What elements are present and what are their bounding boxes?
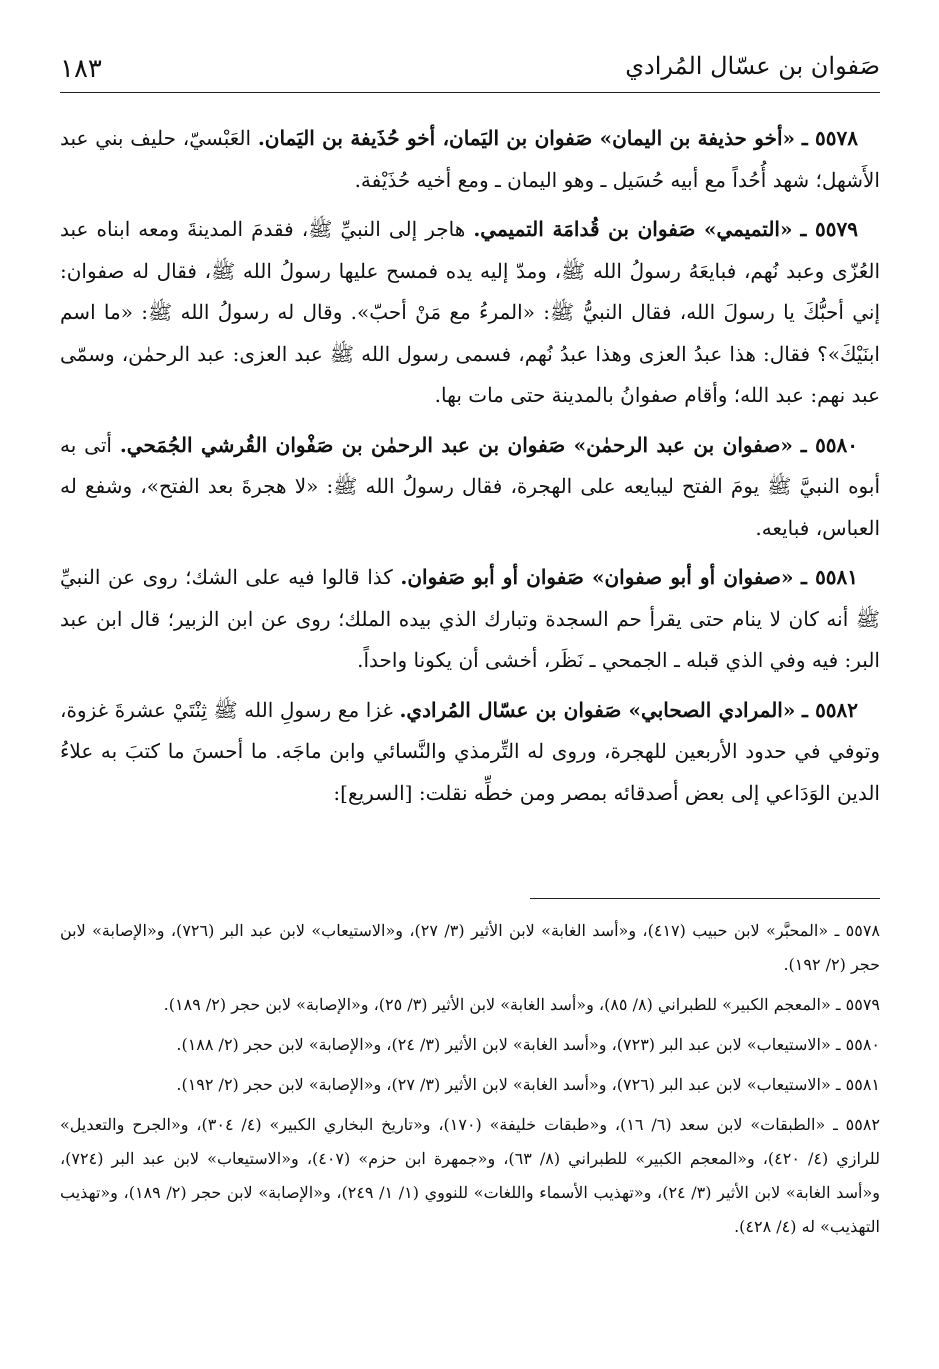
entry-text: العَبْسيّ، حليف بني عبد الأَشهل؛ شهد أُحُداً مع أبيه حُسَيل ـ وهو اليمان ـ ومع أخيه حُذَيْفة. — [60, 126, 880, 192]
page-number: ١٨٣ — [60, 54, 102, 84]
entry-heading: «صفوان بن عبد الرحمٰن» صَفوان بن عبد الرحمٰن بن صَفْوان القُرشي الجُمَحي. — [119, 432, 793, 457]
entry-text: غزا مع رسولِ الله ﷺ ثِنْتَيْ عشرةَ غزوة، وتوفي في حدود الأربعين للهجرة، وروى له التِّرمذي والنَّسائي وابن ماجَه. ما أحسنَ ما كتبَ به علاءُ الدين الوَدَاعي إلى بعض أصدقائه بمصر ومن خطِّه نقلت: [السريع]: — [60, 697, 880, 805]
footnote-divider — [530, 898, 880, 899]
footnote-number: ٥٥٨٢ ـ — [833, 1115, 881, 1134]
entry-5578 — [60, 118, 880, 201]
footnote-number: ٥٥٨١ ـ — [835, 1075, 880, 1094]
footnotes — [60, 914, 880, 1250]
footnote-5582 — [60, 1108, 880, 1244]
footnote-5581 — [60, 1068, 880, 1102]
entry-number: ٥٥٧٨ ـ — [801, 126, 859, 150]
running-title: صَفوان بن عسّال المُرادي — [625, 52, 880, 80]
entry-number: ٥٥٧٩ ـ — [800, 217, 859, 241]
footnote-number: ٥٥٧٩ ـ — [835, 995, 880, 1014]
main-text — [60, 118, 880, 822]
footnote-text: «المعجم الكبير» للطبراني (٨/ ٨٥)، و«أسد الغابة» لابن الأثير (٣/ ٢٥)، و«الإصابة» لابن حجر (٢/ ١٨٩). — [163, 995, 831, 1014]
footnote-text: «الاستيعاب» لابن عبد البر (٧٢٣)، و«أسد الغابة» لابن الأثير (٣/ ٢٤)، و«الإصابة» لابن حجر (٢/ ١٨٨). — [176, 1035, 831, 1054]
page-header — [60, 50, 880, 93]
entry-number: ٥٥٨٠ ـ — [800, 432, 859, 457]
entry-text: كذا قالوا فيه على الشك؛ روى عن النبيِّ ﷺ أنه كان لا ينام حتى يقرأ حم السجدة وتبارك الذي بيده الملك؛ روى عن ابن الزبير؛ قال ابن عبد البر: فيه وفي الذي قبله ـ الجمحي ـ نَظَر، أخشى أن يكونا واحداً. — [60, 565, 880, 672]
entry-5579 — [60, 209, 880, 417]
entry-5580 — [60, 425, 880, 550]
book-page — [60, 50, 880, 1350]
footnote-5578 — [60, 914, 880, 982]
entry-number: ٥٥٨١ ـ — [801, 565, 859, 589]
entry-text: هاجر إلى النبيِّ ﷺ، فقدمَ المدينةَ ومعه ابناه عبد العُزّى وعبد نُهم، فبايعَهُ رسولُ الله ﷺ، ومدّ إليه يده فمسح عليها رسولُ الله ﷺ، فقال له صفوان: إني أحبُّكَ يا رسولَ الله، فقال النبيُّ ﷺ: «المرءُ مع مَنْ أحبّ». وقال له رسولُ الله ﷺ: «ما اسم ابنَيْكَ»؟ فقال: هذا عبدُ العزى وهذا عبدُ نُهم، فسمى رسول الله ﷺ عبد العزى: عبد الرحمٰن، وسمّى عبد نهم: عبد الله؛ وأقام صفوانُ بالمدينة حتى مات بها. — [60, 217, 880, 407]
entry-heading: «أخو حذيفة بن اليمان» صَفوان بن اليَمان، أخو حُذَيفة بن اليَمان. — [257, 126, 796, 150]
footnote-number: ٥٥٧٨ ـ — [834, 921, 881, 940]
entry-heading: «صفوان أو أبو صفوان» صَفوان أو أبو صَفوان. — [400, 565, 794, 589]
footnote-5580 — [60, 1028, 880, 1062]
entry-5582 — [60, 690, 880, 815]
entry-5581 — [60, 557, 880, 682]
entry-heading: «المرادي الصحابي» صَفوان بن عسّال المُرادي. — [399, 697, 796, 722]
footnote-text: «المحبَّر» لابن حبيب (٤١٧)، و«أسد الغابة» لابن الأثير (٣/ ٢٧)، و«الاستيعاب» لابن عبد البر (٧٢٦)، و«الإصابة» لابن حجر (٢/ ١٩٢). — [60, 921, 880, 974]
entry-heading: «التميمي» صَفوان بن قُدامَة التميمي. — [473, 217, 793, 241]
footnote-number: ٥٥٨٠ ـ — [835, 1035, 880, 1054]
entry-number: ٥٥٨٢ ـ — [801, 697, 859, 722]
entry-text: أتى به أبوه النبيَّ ﷺ يومَ الفتح ليبايعه على الهجرة، فقال رسولُ الله ﷺ: «لا هجرةَ بعد الفتح»، وشفع له العباس، فبايعه. — [60, 432, 880, 540]
footnote-text: «الطبقات» لابن سعد (٦/ ١٦)، و«طبقات خليفة» (١٧٠)، و«تاريخ البخاري الكبير» (٤/ ٣٠٤)، و«الجرح والتعديل» للرازي (٤/ ٤٢٠)، و«المعجم الكبير» للطبراني (٨/ ٦٣)، و«جمهرة ابن حزم» (٤٠٧)، و«الاستيعاب» لابن عبد البر (٧٢٤)، و«أسد الغابة» لابن الأثير (٣/ ٢٤)، و«تهذيب الأسماء واللغات» للنووي (١/ ١/ ٢٤٩)، و«الإصابة» لابن حجر (٢/ ١٨٩)، و«تهذيب التهذيب» له (٤/ ٤٢٨). — [60, 1115, 880, 1236]
footnote-5579 — [60, 988, 880, 1022]
footnote-text: «الاستيعاب» لابن عبد البر (٧٢٦)، و«أسد الغابة» لابن الأثير (٣/ ٢٧)، و«الإصابة» لابن حجر (٢/ ١٩٢). — [176, 1075, 831, 1094]
